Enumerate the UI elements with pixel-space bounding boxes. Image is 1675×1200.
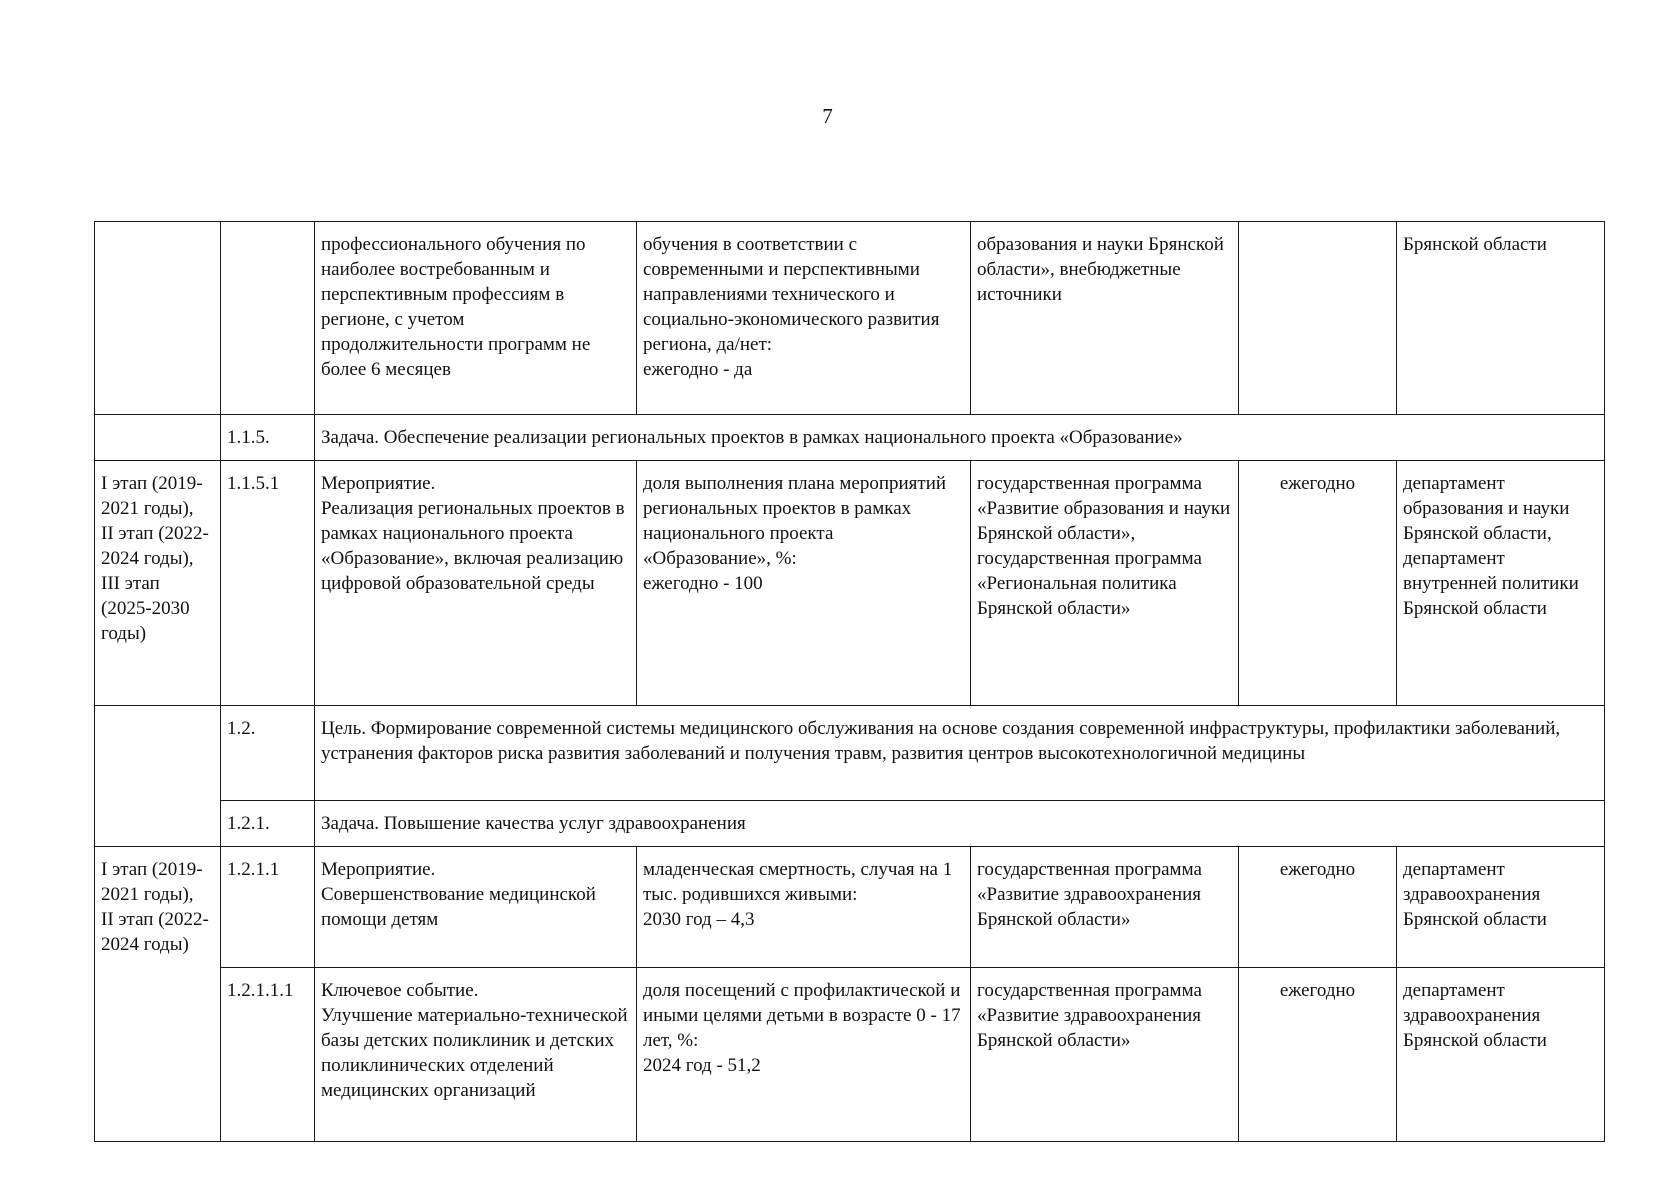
stage-periods-cell: I этап (2019-2021 годы), II этап (2022-2024 годы) (95, 847, 221, 1142)
item-number-cell: 1.2.1.1.1 (221, 968, 315, 1142)
responsible-cell: департамент здравоохранения Брянской области (1397, 968, 1605, 1142)
indicator-cell: доля посещений с профилактической и иными целями детьми в возрасте 0 - 17 лет, %: 2024 год - 51,2 (637, 968, 971, 1142)
item-number-cell: 1.2.1. (221, 801, 315, 847)
table-row (95, 222, 1605, 415)
table-row (95, 968, 1605, 1142)
activity-cell: Ключевое событие. Улучшение материально-технической базы детских поликлиник и детских поликлинических отделений медицинских организаций (315, 968, 637, 1142)
frequency-cell: ежегодно (1239, 968, 1397, 1142)
stage-periods-cell (95, 222, 221, 415)
page-number: 7 (822, 104, 833, 128)
item-number-cell: 1.2. (221, 706, 315, 801)
indicator-cell: доля выполнения плана мероприятий региональных проектов в рамках национального проекта «Образование», %: ежегодно - 100 (637, 461, 971, 706)
funding-source-cell: государственная программа «Развитие здравоохранения Брянской области» (971, 847, 1239, 968)
stage-periods-cell (95, 706, 221, 847)
frequency-cell: ежегодно (1239, 847, 1397, 968)
responsible-cell: Брянской области (1397, 222, 1605, 415)
stage-periods-cell (95, 415, 221, 461)
table-row (95, 706, 1605, 801)
item-number-cell: 1.2.1.1 (221, 847, 315, 968)
funding-source-cell: государственная программа «Развитие образования и науки Брянской области», государственная программа «Региональная политика Брянской области» (971, 461, 1239, 706)
funding-source-cell: образования и науки Брянской области», внебюджетные источники (971, 222, 1239, 415)
responsible-cell: департамент образования и науки Брянской области, департамент внутренней политики Брянской области (1397, 461, 1605, 706)
task-heading-cell: Задача. Повышение качества услуг здравоохранения (315, 801, 1605, 847)
indicator-cell: обучения в соответствии с современными и перспективными направлениями технического и социально-экономического развития региона, да/нет: ежегодно - да (637, 222, 971, 415)
table-row (95, 415, 1605, 461)
activity-cell: Мероприятие. Совершенствование медицинской помощи детям (315, 847, 637, 968)
item-number-cell: 1.1.5. (221, 415, 315, 461)
stage-periods-cell: I этап (2019-2021 годы), II этап (2022-2024 годы), III этап (2025-2030 годы) (95, 461, 221, 706)
frequency-cell: ежегодно (1239, 461, 1397, 706)
table-row (95, 801, 1605, 847)
frequency-cell (1239, 222, 1397, 415)
item-number-cell (221, 222, 315, 415)
item-number-cell: 1.1.5.1 (221, 461, 315, 706)
table-row (95, 461, 1605, 706)
goal-heading-cell: Цель. Формирование современной системы медицинского обслуживания на основе создания современной инфраструктуры, профилактики заболеваний, устранения факторов риска развития заболеваний и получения травм, развития центров высокотехнологичной медицины (315, 706, 1605, 801)
plan-table (94, 221, 1605, 1142)
task-heading-cell: Задача. Обеспечение реализации региональных проектов в рамках национального проекта «Образование» (315, 415, 1605, 461)
indicator-cell: младенческая смертность, случая на 1 тыс. родившихся живыми: 2030 год – 4,3 (637, 847, 971, 968)
responsible-cell: департамент здравоохранения Брянской области (1397, 847, 1605, 968)
activity-cell: Мероприятие. Реализация региональных проектов в рамках национального проекта «Образование», включая реализацию цифровой образовательной среды (315, 461, 637, 706)
table-row (95, 847, 1605, 968)
funding-source-cell: государственная программа «Развитие здравоохранения Брянской области» (971, 968, 1239, 1142)
activity-cell: профессионального обучения по наиболее востребованным и перспективным профессиям в регионе, с учетом продолжительности программ не более 6 месяцев (315, 222, 637, 415)
